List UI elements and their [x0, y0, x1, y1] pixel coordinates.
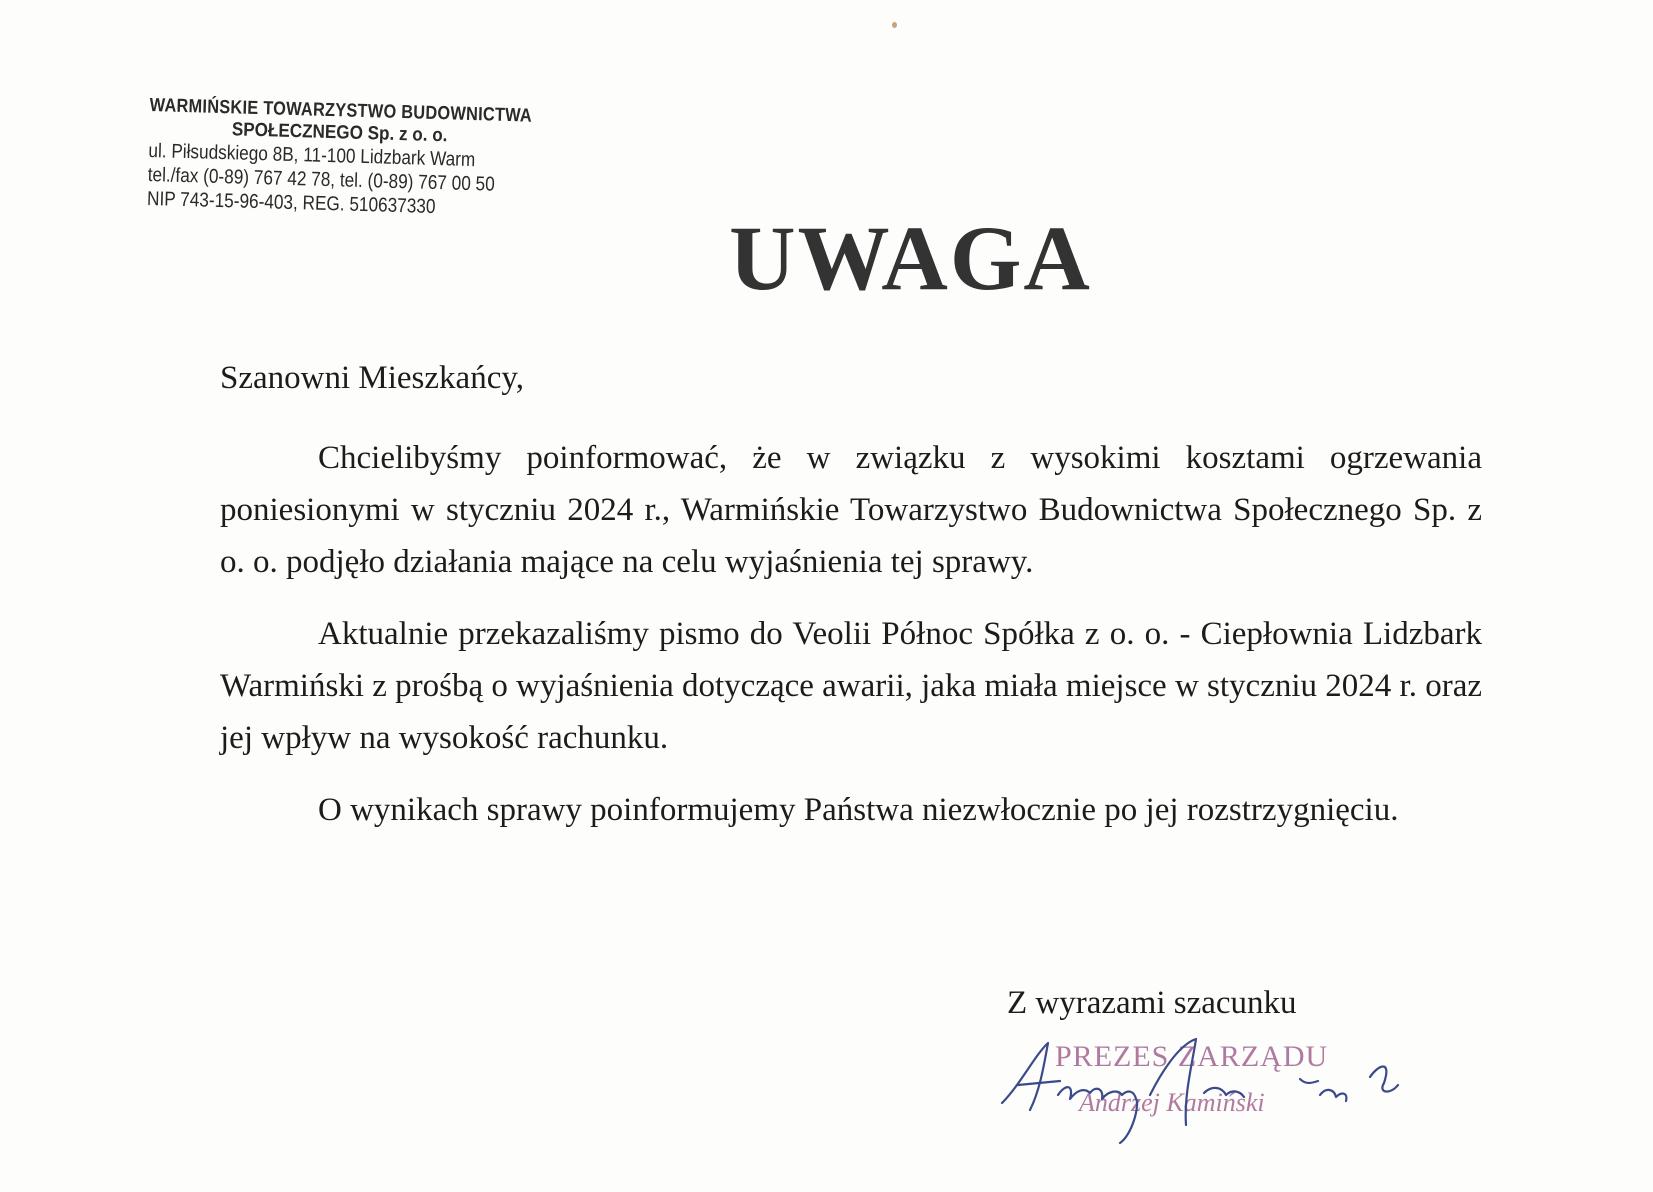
stamp-title: PREZES ZARZĄDU	[1055, 1040, 1329, 1073]
paper-speck	[892, 22, 897, 28]
handwritten-signature	[1000, 1035, 1440, 1145]
company-name-line1: WARMIŃSKIE TOWARZYSTWO BUDOWNICTWA	[149, 95, 533, 127]
paragraph-3: O wynikach sprawy poinformujemy Państwa niezwłocznie po jej rozstrzygnięciu.	[318, 792, 1399, 828]
company-registry: NIP 743-15-96-403, REG. 510637330	[146, 187, 436, 219]
greeting: Szanowni Mieszkańcy,	[220, 360, 524, 396]
letter-body	[220, 432, 1482, 856]
stamp-name: Andrzej Kamiński	[1079, 1088, 1265, 1117]
closing-phrase: Z wyrazami szacunku	[1007, 985, 1297, 1021]
paragraph-1: Chcielibyśmy poinformować, że w związku z wysokimi kosztami ogrzewania poniesionymi w styczniu 2024 r., Warmińskie Towarzystwo Budownictwa Społecznego Sp. z o. o. podjęło działania mające na celu wyjaśnienia tej sprawy.	[220, 440, 1482, 580]
company-address: ul. Piłsudskiego 8B, 11-100 Lidzbark Warm	[148, 139, 476, 172]
company-phone: tel./fax (0-89) 767 42 78, tel. (0-89) 767 00 50	[147, 163, 496, 196]
company-name-line2: SPOŁECZNEGO Sp. z o. o.	[231, 119, 448, 147]
paragraph-2: Aktualnie przekazaliśmy pismo do Veolii Północ Spółka z o. o. - Ciepłownia Lidzbark Warmiński z prośbą o wyjaśnienia dotyczące awarii, jaka miała miejsce w styczniu 2024 r. oraz jej wpływ na wysokość rachunku.	[220, 616, 1482, 756]
document-title: UWAGA	[729, 207, 1092, 309]
company-letterhead-stamp	[147, 95, 590, 223]
